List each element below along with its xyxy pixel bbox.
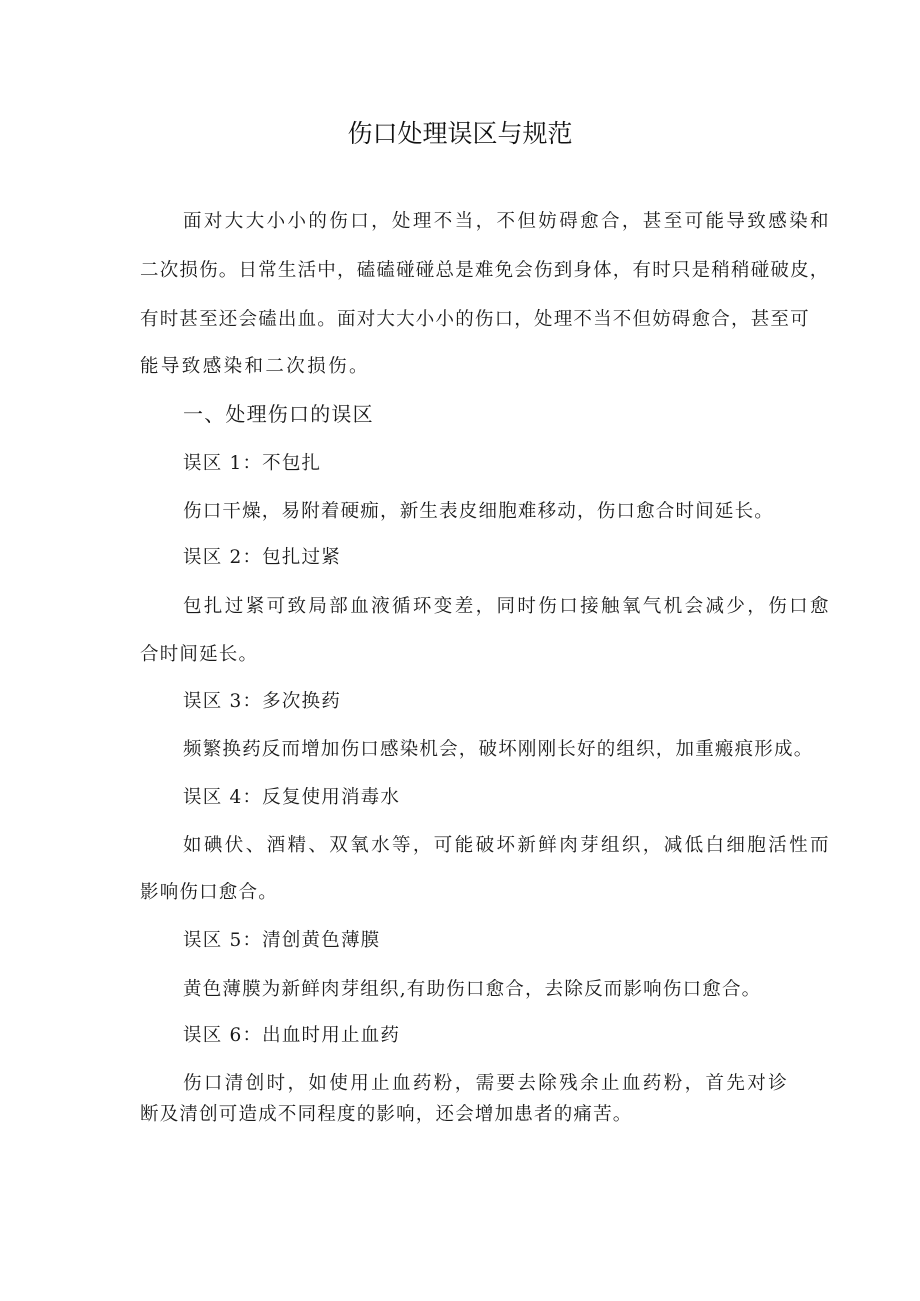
mistake-3-heading: 误区 3：多次换药 xyxy=(183,691,341,712)
mistake-5-heading: 误区 5：清创黄色薄膜 xyxy=(183,930,381,951)
mistake-2-heading: 误区 2：包扎过紧 xyxy=(183,547,341,568)
mistake-4-text-2: 影响伤口愈合。 xyxy=(140,882,278,903)
intro-line-4: 能导致感染和二次损伤。 xyxy=(140,356,370,377)
intro-line-1: 面对大大小小的伤口，处理不当，不但妨碍愈合，甚至可能导致感染和 xyxy=(183,211,831,232)
mistake-6-text-1: 伤口清创时，如使用止血药粉，需要去除残余止血药粉，首先对诊 xyxy=(183,1073,790,1094)
mistake-6-heading: 误区 6：出血时用止血药 xyxy=(183,1025,401,1046)
document-title: 伤口处理误区与规范 xyxy=(347,119,573,148)
mistake-2-text-2: 合时间延长。 xyxy=(140,644,259,665)
mistake-4-text-1: 如碘伏、酒精、双氧水等，可能破坏新鲜肉芽组织，减低白细胞活性而 xyxy=(183,835,831,856)
mistake-2-text-1: 包扎过紧可致局部血液循环变差，同时伤口接触氧气机会减少，伤口愈 xyxy=(183,596,831,617)
mistake-4-heading: 误区 4：反复使用消毒水 xyxy=(183,787,401,808)
mistake-1-heading: 误区 1：不包扎 xyxy=(183,453,322,474)
mistake-5-text: 黄色薄膜为新鲜肉芽组织,有助伤口愈合，去除反而影响伤口愈合。 xyxy=(183,979,762,1000)
intro-line-3: 有时甚至还会磕出血。面对大大小小的伤口，处理不当不但妨碍愈合，甚至可 xyxy=(140,309,810,330)
mistake-3-text: 频繁换药反而增加伤口感染机会，破坏刚刚长好的组织，加重瘢痕形成。 xyxy=(183,739,814,760)
mistake-1-text: 伤口干燥，易附着硬痂，新生表皮细胞难移动，伤口愈合时间延长。 xyxy=(183,501,775,522)
mistake-6-text-2: 断及清创可造成不同程度的影响，还会增加患者的痛苦。 xyxy=(140,1104,633,1125)
intro-line-2: 二次损伤。日常生活中，磕磕碰碰总是难免会伤到身体，有时只是稍稍碰破皮， xyxy=(140,260,830,281)
section-heading: 一、处理伤口的误区 xyxy=(183,402,374,426)
